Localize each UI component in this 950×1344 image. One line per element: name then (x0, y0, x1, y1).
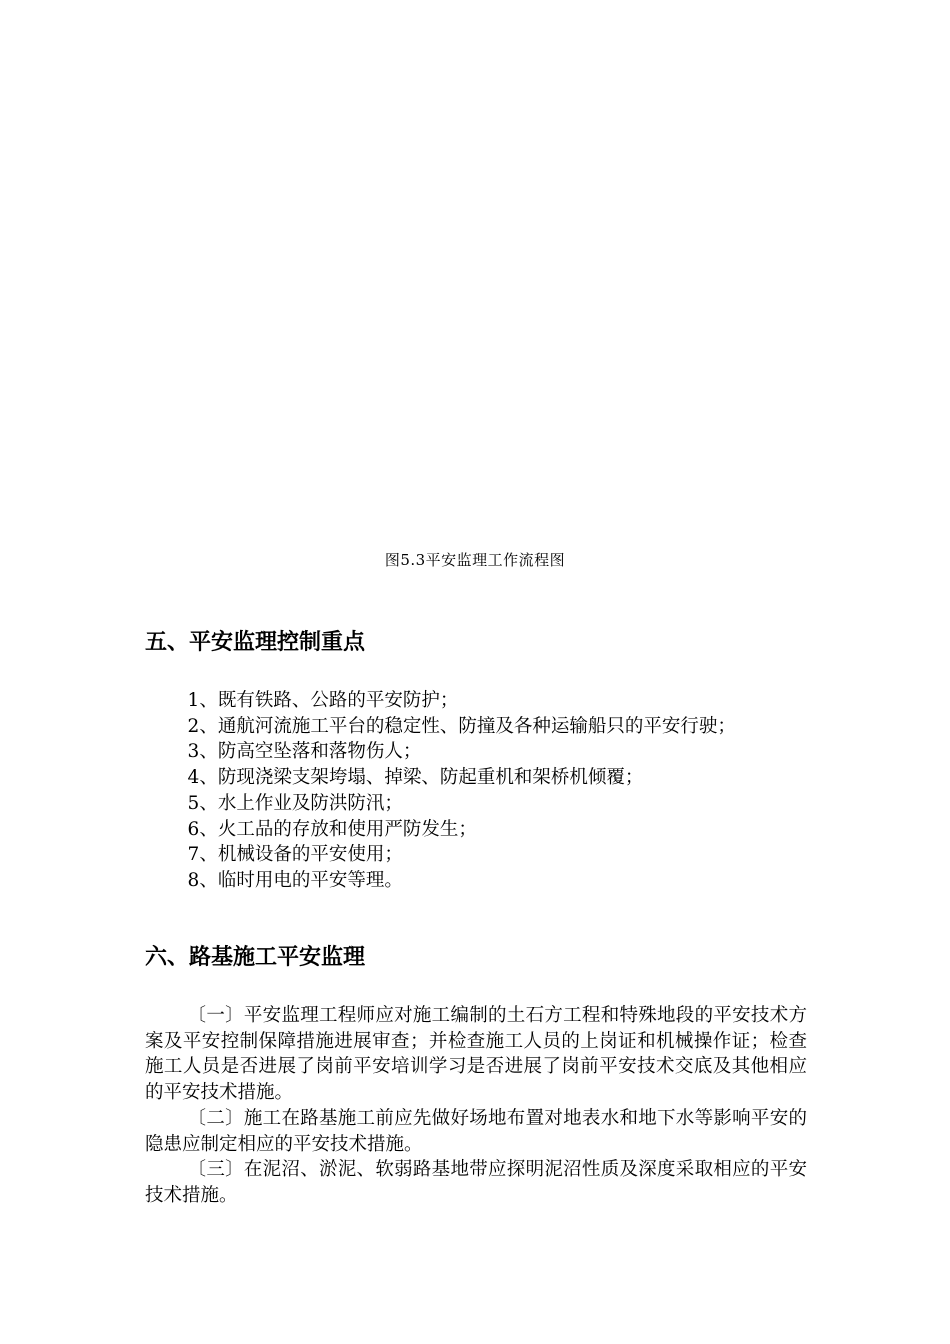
list-item: 3、防高空坠落和落物伤人； (187, 741, 422, 763)
safety-control-points-list (145, 688, 807, 894)
subgrade-safety-paragraphs (145, 1003, 807, 1209)
list-item: 1、既有铁路、公路的平安防护； (187, 690, 459, 711)
list-item: 8、临时用电的平安等理。 (187, 869, 403, 891)
paragraph: 〔二〕施工在路基施工前应先做好场地布置对地表水和地下水等影响平安的隐患应制定相应的平安技术措施。 (145, 1107, 807, 1155)
paragraph: 〔三〕在泥沼、淤泥、软弱路基地带应探明泥沼性质及深度采取相应的平安技术措施。 (145, 1159, 807, 1206)
section-heading-safety-control-points: 五、平安监理控制重点 (145, 630, 366, 655)
figure-caption: 图5.3平安监理工作流程图 (384, 551, 566, 569)
list-item: 2、通航河流施工平台的稳定性、防撞及各种运输船只的平安行驶； (187, 715, 736, 737)
list-item: 6、火工品的存放和使用严防发生； (187, 818, 477, 840)
section-heading-subgrade-safety-supervision: 六、路基施工平安监理 (145, 945, 366, 970)
paragraph: 〔一〕平安监理工程师应对施工编制的土石方工程和特殊地段的平安技术方案及平安控制保障措施进展审查；并检查施工人员的上岗证和机械操作证；检查施工人员是否进展了岗前平安培训学习是否进展了岗前平安技术交底及其他相应的平安技术措施。 (145, 1005, 807, 1104)
list-item: 5、水上作业及防洪防汛； (187, 792, 403, 814)
list-item: 7、机械设备的平安使用； (187, 844, 403, 866)
list-item: 4、防现浇梁支架垮塌、掉梁、防起重机和架桥机倾覆； (187, 767, 644, 789)
